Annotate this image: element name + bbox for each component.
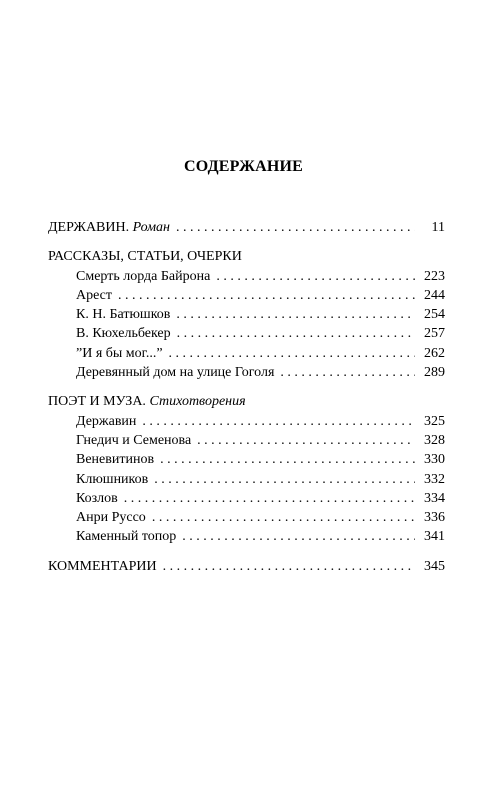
toc-page-number: 332 bbox=[424, 471, 445, 487]
dot-leader bbox=[176, 218, 415, 237]
toc-entry bbox=[48, 431, 445, 450]
toc-entry-title: Деревянный дом на улице Гоголя bbox=[76, 365, 275, 381]
toc-entry-title: Веневитинов bbox=[76, 452, 155, 468]
toc-part-subtitle: Роман bbox=[132, 220, 171, 235]
toc-part-rasskazy bbox=[48, 247, 445, 266]
table-of-contents bbox=[48, 218, 445, 576]
toc-entry-title: Державин bbox=[76, 413, 137, 429]
toc-entry-title: КОММЕНТАРИИ bbox=[48, 558, 157, 574]
toc-page-number: 262 bbox=[424, 345, 445, 361]
toc-entry bbox=[48, 305, 445, 324]
toc-page-number: 328 bbox=[424, 432, 445, 448]
toc-page-number: 244 bbox=[424, 287, 445, 303]
toc-entry bbox=[48, 344, 445, 363]
toc-part-poet bbox=[48, 392, 445, 411]
toc-page-number: 341 bbox=[424, 529, 445, 545]
toc-entry bbox=[48, 267, 445, 286]
toc-part-subtitle: Стихотворения bbox=[149, 394, 246, 410]
toc-entry-title: В. Кюхельбекер bbox=[76, 326, 171, 342]
toc-entry-title: Клюшников bbox=[76, 471, 149, 487]
toc-page-number: 334 bbox=[424, 490, 445, 506]
toc-entry bbox=[48, 363, 445, 382]
toc-entry-derzhavin-novel bbox=[48, 218, 445, 237]
toc-page-number: 223 bbox=[424, 268, 445, 284]
toc-entry-title: Анри Руссо bbox=[76, 510, 146, 526]
toc-entry bbox=[48, 450, 445, 469]
toc-entry-title: Козлов bbox=[76, 490, 118, 506]
toc-part-title: РАССКАЗЫ, СТАТЬИ, ОЧЕРКИ bbox=[48, 249, 242, 265]
toc-entry-title: Каменный топор bbox=[76, 529, 177, 545]
toc-entry bbox=[48, 324, 445, 343]
toc-entry-title: Гнедич и Семенова bbox=[76, 432, 192, 448]
toc-part-title: ДЕРЖАВИН. bbox=[48, 220, 130, 235]
toc-entry-title bbox=[48, 392, 246, 411]
dot-leader bbox=[216, 267, 415, 286]
toc-page-number: 336 bbox=[424, 510, 445, 526]
toc-page-number: 325 bbox=[424, 413, 445, 429]
toc-page-number: 254 bbox=[424, 307, 445, 323]
dot-leader bbox=[197, 431, 415, 450]
toc-entry bbox=[48, 470, 445, 489]
toc-entry-title: ”И я бы мог...” bbox=[76, 345, 163, 361]
toc-entry bbox=[48, 489, 445, 508]
toc-page-number: 11 bbox=[431, 220, 445, 235]
dot-leader bbox=[177, 324, 415, 343]
toc-entry bbox=[48, 508, 445, 527]
dot-leader bbox=[154, 470, 415, 489]
toc-page-number: 257 bbox=[424, 326, 445, 342]
contents-heading: СОДЕРЖАНИЕ bbox=[183, 158, 304, 175]
toc-part-title: ПОЭТ И МУЗА. bbox=[48, 394, 146, 410]
toc-entry bbox=[48, 527, 445, 546]
dot-leader bbox=[176, 305, 415, 324]
toc-entry-title: К. Н. Батюшков bbox=[76, 307, 171, 323]
dot-leader bbox=[124, 489, 415, 508]
dot-leader bbox=[182, 527, 415, 546]
dot-leader bbox=[169, 344, 415, 363]
dot-leader bbox=[163, 557, 415, 576]
dot-leader bbox=[142, 412, 415, 431]
dot-leader bbox=[160, 450, 415, 469]
dot-leader bbox=[280, 363, 415, 382]
toc-page-number: 345 bbox=[424, 558, 445, 574]
toc-entry-title: Смерть лорда Байрона bbox=[76, 268, 211, 284]
dot-leader bbox=[152, 508, 415, 527]
toc-entry-title bbox=[48, 218, 170, 237]
toc-page-number: 289 bbox=[424, 365, 445, 381]
toc-entry-title: Арест bbox=[76, 287, 113, 303]
toc-page-number: 330 bbox=[424, 452, 445, 468]
dot-leader bbox=[118, 286, 415, 305]
toc-entry bbox=[48, 286, 445, 305]
toc-entry-kommentarii bbox=[48, 557, 445, 576]
toc-entry bbox=[48, 412, 445, 431]
